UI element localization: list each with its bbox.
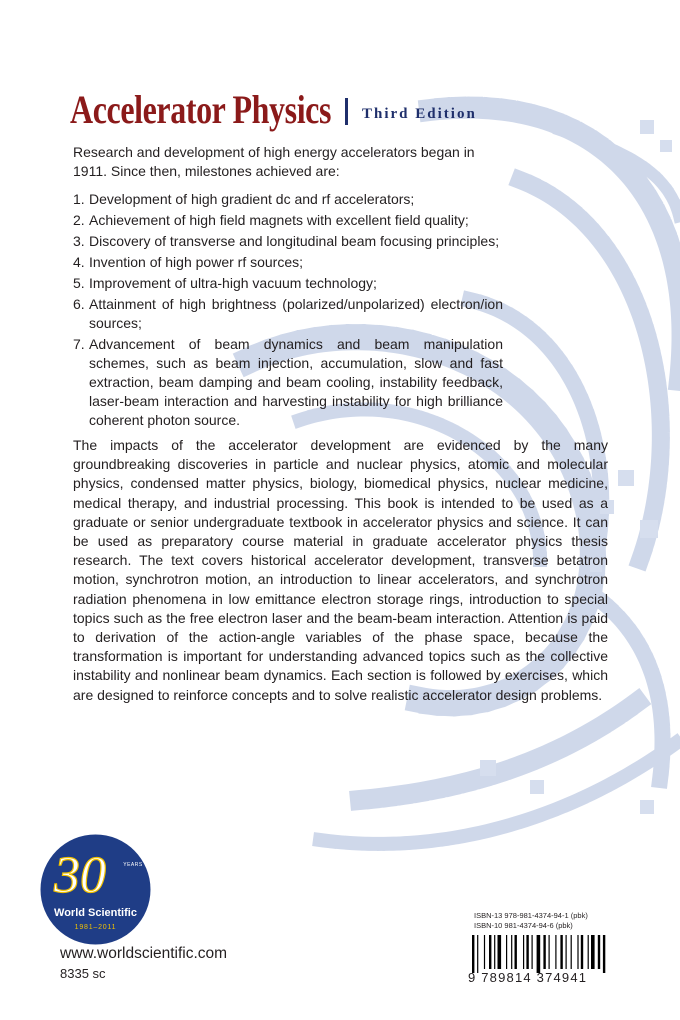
barcode-bar — [494, 935, 495, 969]
list-item-number: 1. — [73, 191, 85, 207]
isbn-13: ISBN-13 978-981-4374-94-1 (pbk) — [474, 911, 588, 920]
title-divider — [345, 98, 348, 125]
list-item-text: Improvement of ultra-high vacuum technology; — [89, 275, 377, 291]
barcode-bar — [555, 935, 556, 969]
logo-number: 30 — [54, 847, 106, 904]
list-item-text: Discovery of transverse and longitudinal beam focusing principles; — [89, 233, 500, 249]
barcode-bar — [581, 935, 583, 969]
barcode-bar — [489, 935, 491, 969]
barcode-bar — [566, 935, 567, 969]
barcode-bar — [523, 935, 524, 969]
barcode-bar — [571, 935, 572, 969]
barcode-bar — [543, 935, 545, 969]
barcode-bar — [577, 935, 578, 969]
list-item-text: Achievement of high field magnets with excellent field quality; — [89, 212, 469, 228]
barcode-bar — [506, 935, 507, 969]
book-title: Accelerator Physics — [70, 87, 332, 132]
barcode — [468, 935, 648, 973]
barcode-bar — [537, 935, 541, 973]
list-item — [73, 211, 503, 230]
barcode-bar — [598, 935, 600, 969]
logo-span: 1981–2011 — [74, 924, 117, 931]
intro-paragraph: Research and development of high energy accelerators began in 1911. Since then, milestones achieved are: — [73, 144, 475, 179]
barcode-bar — [511, 935, 512, 969]
list-item-number: 4. — [73, 254, 85, 270]
list-item — [73, 253, 503, 272]
barcode-digits: 9 789814 374941 — [468, 970, 588, 985]
barcode-bar — [515, 935, 517, 969]
barcode-bar — [484, 935, 485, 969]
list-item — [73, 190, 503, 209]
list-item-number: 3. — [73, 233, 85, 249]
logo-publisher: World Scientific — [54, 907, 137, 919]
list-item — [73, 274, 503, 293]
description-paragraph: The impacts of the accelerator development are evidenced by the many groundbreaking discoveries in particle and nuclear physics, atomic and molecular physics, condensed matter physics, biology, biomedical physics, nuclear medicine, medical therapy, and industrial processing. This book is intended to be used as a graduate or senior undergraduate textbook in accelerator physics and science. It can be used as preparatory course material in graduate accelerator physics thesis research. The text covers historical accelerator development, transverse betatron motion, synchrotron motion, an introduction to linear accelerators, and synchrotron radiation phenomena in low emittance electron storage rings, introduction to special topics such as the free electron laser and the beam-beam interaction. Attention is paid to derivation of the action-angle variables of the phase space, because the transformation is important for understanding advanced topics such as the collective instability and nonlinear beam dynamics. Each section is followed by exercises, which are designed to reinforce concepts and to solve realistic accelerator design problems. — [73, 437, 608, 703]
milestones-list — [73, 190, 503, 432]
isbn-10: ISBN-10 981-4374-94-6 (pbk) — [474, 921, 573, 930]
barcode-bar — [532, 935, 533, 969]
barcode-bar — [588, 935, 589, 969]
list-item-number: 6. — [73, 296, 85, 312]
list-item — [73, 232, 503, 251]
isbn-block — [462, 905, 652, 987]
list-item-text: Advancement of beam dynamics and beam manipulation schemes, such as beam injection, accumulation, slow and fast extraction, beam damping and beam cooling, instability feedback, laser-beam interaction and harvesting instability for high brilliance coherent photon source. — [89, 336, 503, 428]
barcode-bar — [526, 935, 528, 969]
catalog-code: 8335 sc — [60, 966, 106, 981]
barcode-bar — [498, 935, 502, 969]
publisher-website: www.worldscientific.com — [60, 945, 228, 962]
list-item — [73, 295, 503, 333]
barcode-bar — [560, 935, 562, 969]
publisher-logo — [38, 832, 153, 947]
list-item — [73, 335, 503, 430]
list-item-number: 7. — [73, 336, 85, 352]
barcode-bar — [603, 935, 605, 973]
barcode-bar — [549, 935, 550, 969]
list-item-text: Invention of high power rf sources; — [89, 254, 304, 270]
logo-years: YEARS — [123, 862, 143, 868]
barcode-bar — [477, 935, 478, 973]
list-item-number: 2. — [73, 212, 85, 228]
barcode-bar — [472, 935, 474, 973]
list-item-number: 5. — [73, 275, 85, 291]
list-item-text: Attainment of high brightness (polarized/unpolarized) electron/ion sources; — [89, 296, 503, 331]
edition-label: Third Edition — [362, 106, 477, 122]
barcode-bar — [591, 935, 595, 969]
list-item-text: Development of high gradient dc and rf accelerators; — [89, 191, 415, 207]
